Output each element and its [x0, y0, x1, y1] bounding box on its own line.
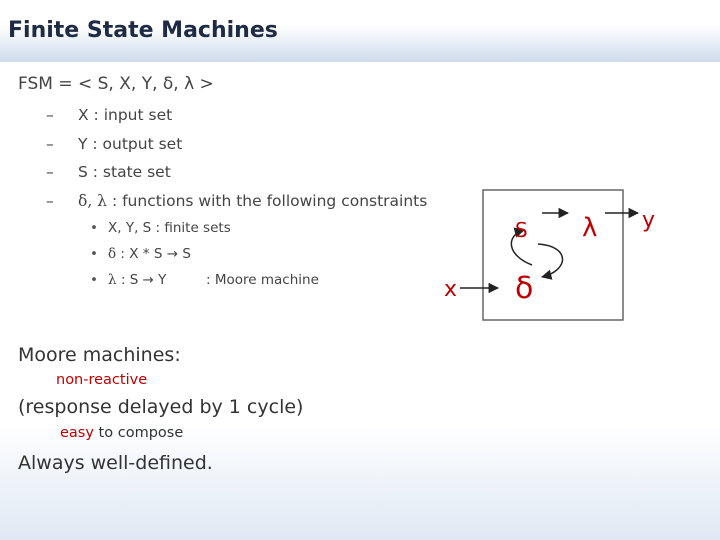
bullet-item-delta — [90, 246, 231, 272]
moore-machine-note: : Moore machine — [206, 272, 319, 288]
dash-marker: – — [46, 106, 54, 124]
bullet-dot: • — [90, 272, 98, 288]
dash-item-symbols: δ, λ — [78, 191, 108, 210]
bullet-dot: • — [90, 220, 98, 236]
well-defined-text: Always well-defined. — [18, 452, 213, 474]
dash-item-text: : functions with the following constraints — [107, 191, 428, 210]
feedback-arrow-down — [538, 244, 563, 277]
fsm-definition: FSM = < S, X, Y, δ, λ > — [18, 74, 214, 94]
bullet-item-text: : X * S → S — [116, 246, 191, 262]
bullet-dot: • — [90, 246, 98, 262]
slide-title: Finite State Machines — [8, 18, 278, 43]
dash-item-text: X : input set — [78, 106, 173, 124]
bullet-item-symbol: δ — [108, 246, 117, 262]
delta-label: δ — [515, 271, 534, 306]
state-s-label: S — [515, 218, 528, 242]
output-y-label: y — [642, 208, 656, 233]
dash-item-text: S : state set — [78, 163, 171, 181]
dash-item-input — [46, 106, 427, 135]
dash-item-text: Y : output set — [78, 134, 183, 153]
moore-machines-heading: Moore machines: — [18, 344, 181, 366]
bullet-item-finite-sets — [90, 220, 231, 246]
dash-item-output — [46, 135, 427, 164]
response-delay-text: (response delayed by 1 cycle) — [18, 396, 304, 418]
machine-box — [483, 190, 623, 320]
fsm-diagram — [420, 180, 700, 340]
dash-list — [46, 106, 427, 220]
bullet-item-text: X, Y, S : finite sets — [108, 220, 231, 236]
dash-marker: – — [46, 191, 54, 210]
dash-item-functions — [46, 192, 427, 221]
bullet-list — [90, 220, 319, 298]
easy-word: easy — [60, 425, 94, 441]
easy-to-compose-text — [60, 425, 183, 441]
dash-item-state — [46, 163, 427, 192]
non-reactive-label: non-reactive — [56, 372, 148, 388]
title-bar — [0, 0, 720, 62]
input-x-label: x — [444, 277, 458, 302]
lambda-label: λ — [582, 213, 598, 243]
dash-marker: – — [46, 134, 54, 153]
to-compose-text: to compose — [93, 425, 184, 441]
bullet-item-symbol: λ — [108, 272, 117, 288]
dash-marker: – — [46, 163, 54, 181]
bullet-item-text: : S → Y — [116, 272, 167, 288]
bullet-item-lambda — [90, 272, 319, 298]
